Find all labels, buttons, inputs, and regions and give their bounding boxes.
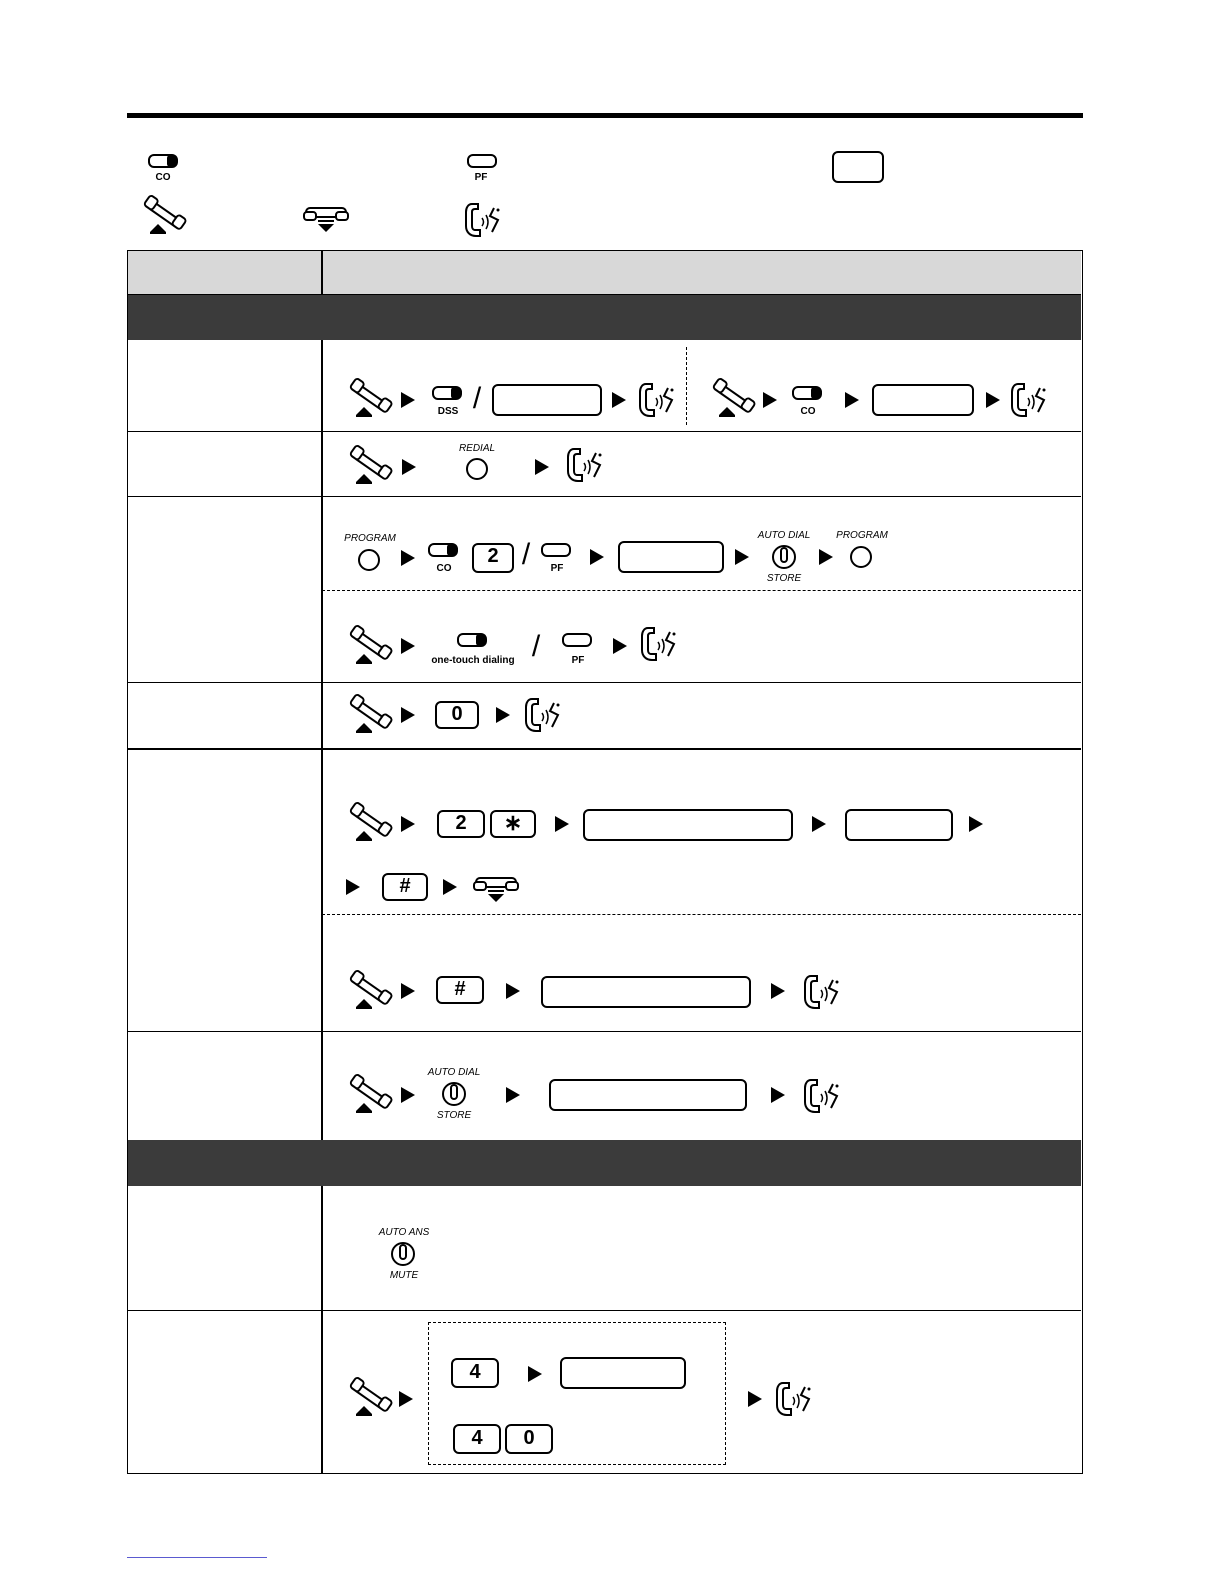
dashed-divider-vertical [686,347,687,425]
off-hook-icon [346,1380,392,1418]
column-divider-top [321,251,323,294]
off-hook-icon [346,381,392,419]
program-button [357,548,381,572]
arrow-icon [528,1366,542,1382]
section-band-1 [128,294,1081,340]
column-divider-b [321,1186,323,1473]
arrow-icon [402,459,416,475]
arrow-icon [443,879,457,895]
talk-icon [803,974,843,1010]
auto-dial-store-button [771,544,799,572]
arrow-icon [986,392,1000,408]
row-line [128,1031,1081,1032]
pf-button-icon [562,633,594,649]
arrow-icon [399,1391,413,1407]
mute-label: MUTE [389,1270,419,1281]
arrow-icon [506,983,520,999]
pf-button-icon [541,543,573,559]
key-4-label: 4 [471,1427,483,1449]
off-hook-icon [709,381,755,419]
auto-dial-label: AUTO DIAL [427,1067,481,1078]
dial-box-icon [583,809,795,843]
co-label: CO [436,563,452,574]
talk-icon [524,697,564,733]
top-rule [127,113,1083,118]
talk-icon [638,382,678,418]
slash-separator: / [531,630,541,663]
dial-box-icon [492,384,604,418]
row-line [128,431,1081,432]
dial-box-icon [560,1357,688,1391]
talk-icon [566,447,606,483]
pf-label: PF [571,655,585,666]
key-2-label: 2 [487,545,499,567]
off-hook-icon [346,805,392,843]
key-4-label: 4 [469,1361,481,1383]
slash-separator: / [472,382,482,415]
pf-button-icon [467,154,499,170]
talk-icon [775,1381,815,1417]
arrow-icon [401,550,415,566]
auto-ans-mute-button [390,1241,418,1269]
key-2-label: 2 [455,812,467,834]
dss-button-icon [432,386,464,402]
key-0-label: 0 [451,703,463,725]
arrow-icon [401,983,415,999]
row-line [128,682,1081,683]
co-label: CO [800,406,816,417]
talk-icon [1010,382,1050,418]
row-line [128,294,1081,295]
dashed-divider [322,590,1081,591]
store-label: STORE [766,573,802,584]
one-touch-label: one-touch dialing [431,655,515,666]
row-line [128,1310,1081,1311]
off-hook-icon [346,448,392,486]
legend-co-label: CO [155,172,171,183]
co-button-icon [428,543,460,559]
arrow-icon [506,1087,520,1103]
program-label: PROGRAM [344,533,396,544]
co-button-icon [148,154,180,170]
footnote-rule [127,1557,267,1558]
arrow-icon [763,392,777,408]
column-divider-a [321,340,323,1140]
store-label: STORE [436,1110,472,1121]
dial-box-icon [549,1079,749,1113]
arrow-icon [812,816,826,832]
key-hash-label: # [399,875,411,897]
arrow-icon [496,707,510,723]
arrow-icon [612,392,626,408]
program-button [849,545,873,569]
arrow-icon [401,392,415,408]
dial-box-icon [845,809,955,843]
arrow-icon [535,459,549,475]
arrow-icon [845,392,859,408]
arrow-icon [771,983,785,999]
dial-box-icon [872,384,976,418]
arrow-icon [555,816,569,832]
key-0-label: 0 [523,1427,535,1449]
key-hash-label: # [454,978,466,1000]
procedure-table [127,250,1083,1474]
off-hook-icon [346,628,392,666]
arrow-icon [401,638,415,654]
redial-label: REDIAL [458,443,496,454]
off-hook-icon [346,1077,392,1115]
one-touch-button-icon [457,633,489,649]
arrow-icon [401,816,415,832]
talk-icon [464,202,504,238]
auto-dial-store-button [441,1081,469,1109]
auto-ans-label: AUTO ANS [378,1227,430,1238]
arrow-icon [735,549,749,565]
dial-box-icon [541,976,753,1010]
co-button-icon [792,386,824,402]
table-header-band [128,251,1081,294]
off-hook-icon [346,973,392,1011]
on-hook-icon [304,204,350,236]
talk-icon [640,626,680,662]
dss-label: DSS [437,406,459,417]
row-line [128,496,1081,497]
arrow-icon [401,1087,415,1103]
arrow-icon [401,707,415,723]
off-hook-icon [346,697,392,735]
on-hook-icon [474,874,520,906]
arrow-icon [346,879,360,895]
redial-button [465,457,489,481]
arrow-icon [748,1391,762,1407]
auto-dial-label: AUTO DIAL [757,530,811,541]
dashed-divider [322,914,1081,915]
arrow-icon [819,549,833,565]
slash-separator: / [521,538,531,571]
key-star-label: ∗ [503,810,523,835]
arrow-icon [590,549,604,565]
program-label: PROGRAM [836,530,888,541]
pf-label: PF [550,563,564,574]
dial-box-icon [832,151,886,185]
arrow-icon [969,816,983,832]
talk-icon [803,1078,843,1114]
arrow-icon [771,1087,785,1103]
off-hook-icon [140,198,186,234]
section-band-2 [128,1140,1081,1186]
row-line [128,748,1081,750]
arrow-icon [613,638,627,654]
legend-pf-label: PF [474,172,488,183]
dial-box-icon [618,541,726,575]
